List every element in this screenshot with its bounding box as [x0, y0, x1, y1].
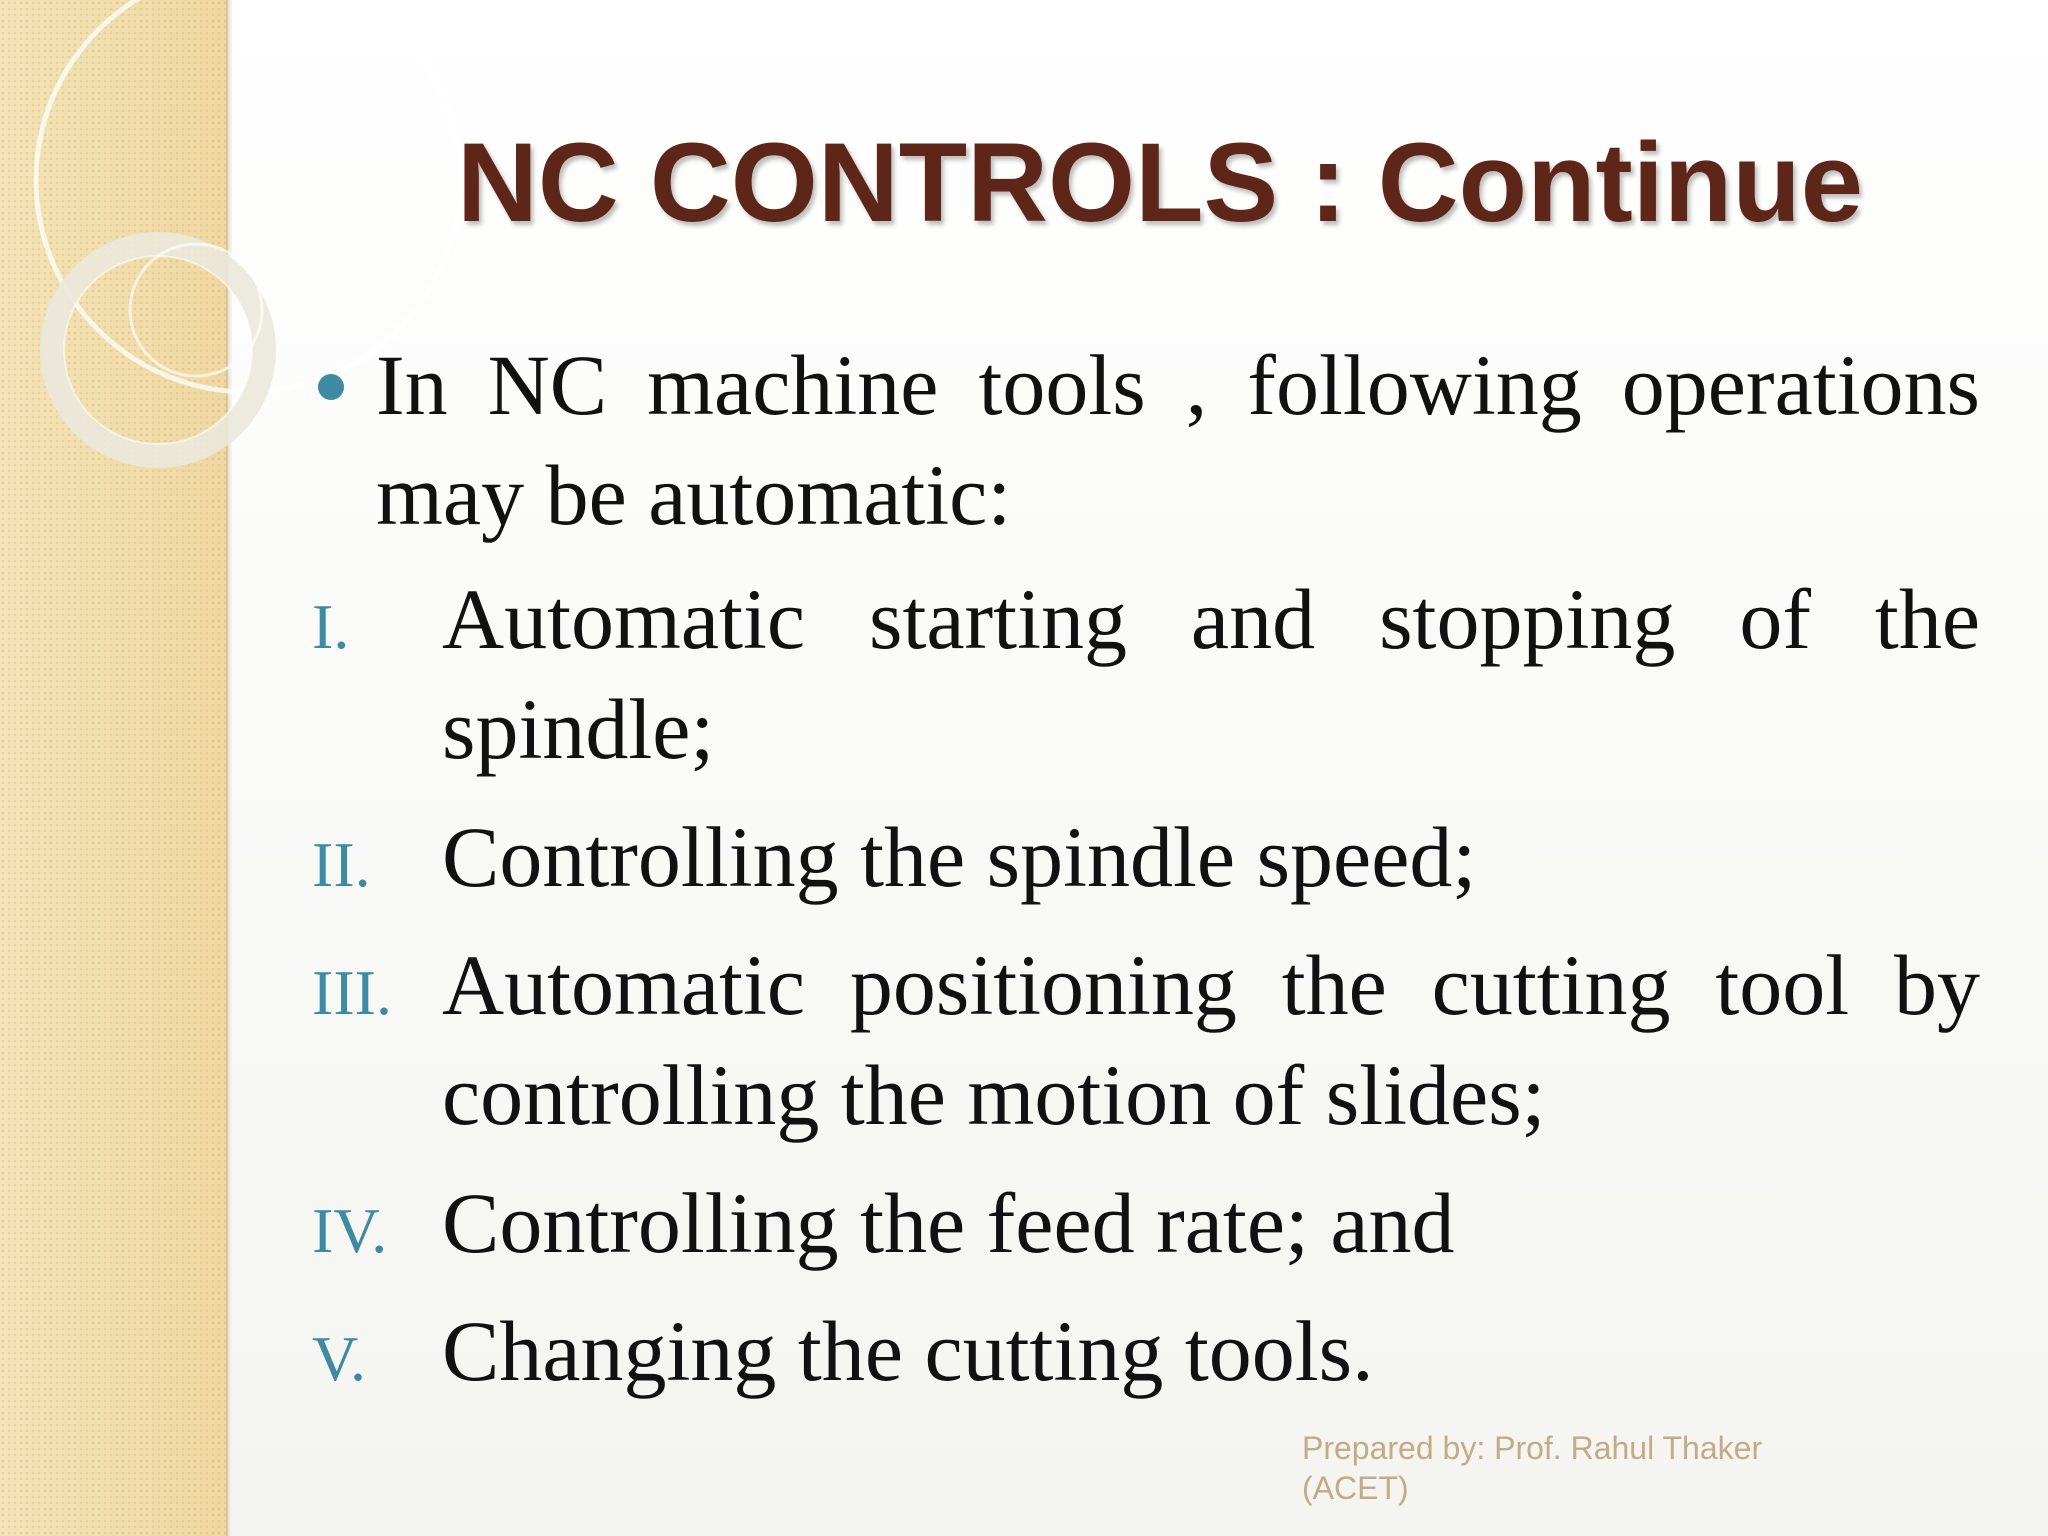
list-item-text: Changing the cutting tools.	[442, 1303, 1374, 1399]
operations-list	[310, 564, 1980, 1406]
footer-credit: Prepared by: Prof. Rahul Thaker (ACET)	[1302, 1430, 1763, 1506]
intro-bullet-text: In NC machine tools , following operations may be automatic:	[376, 337, 1980, 543]
slide-content	[310, 330, 1980, 1424]
slide-title: NC CONTROLS : Continue	[456, 120, 1864, 245]
list-item	[310, 930, 1980, 1150]
list-marker: III.	[312, 957, 392, 1028]
list-item-text: Automatic starting and stopping of the spindle;	[442, 571, 1980, 777]
list-item-text: Automatic positioning the cutting tool by controlling the motion of slides;	[442, 937, 1980, 1143]
list-marker: V.	[312, 1323, 366, 1394]
medium-ring-inner	[64, 256, 252, 444]
list-item	[310, 564, 1980, 784]
list-item-text: Controlling the feed rate; and	[442, 1175, 1455, 1271]
list-marker: II.	[312, 829, 371, 900]
list-marker: I.	[312, 591, 350, 662]
list-item-text: Controlling the spindle speed;	[442, 809, 1477, 905]
list-item	[310, 1296, 1980, 1406]
list-item	[310, 802, 1980, 912]
list-marker: IV.	[312, 1195, 388, 1266]
bullet-dot-icon	[318, 374, 344, 400]
list-item	[310, 1168, 1980, 1278]
medium-ring	[52, 244, 264, 456]
intro-bullet	[310, 330, 1980, 550]
